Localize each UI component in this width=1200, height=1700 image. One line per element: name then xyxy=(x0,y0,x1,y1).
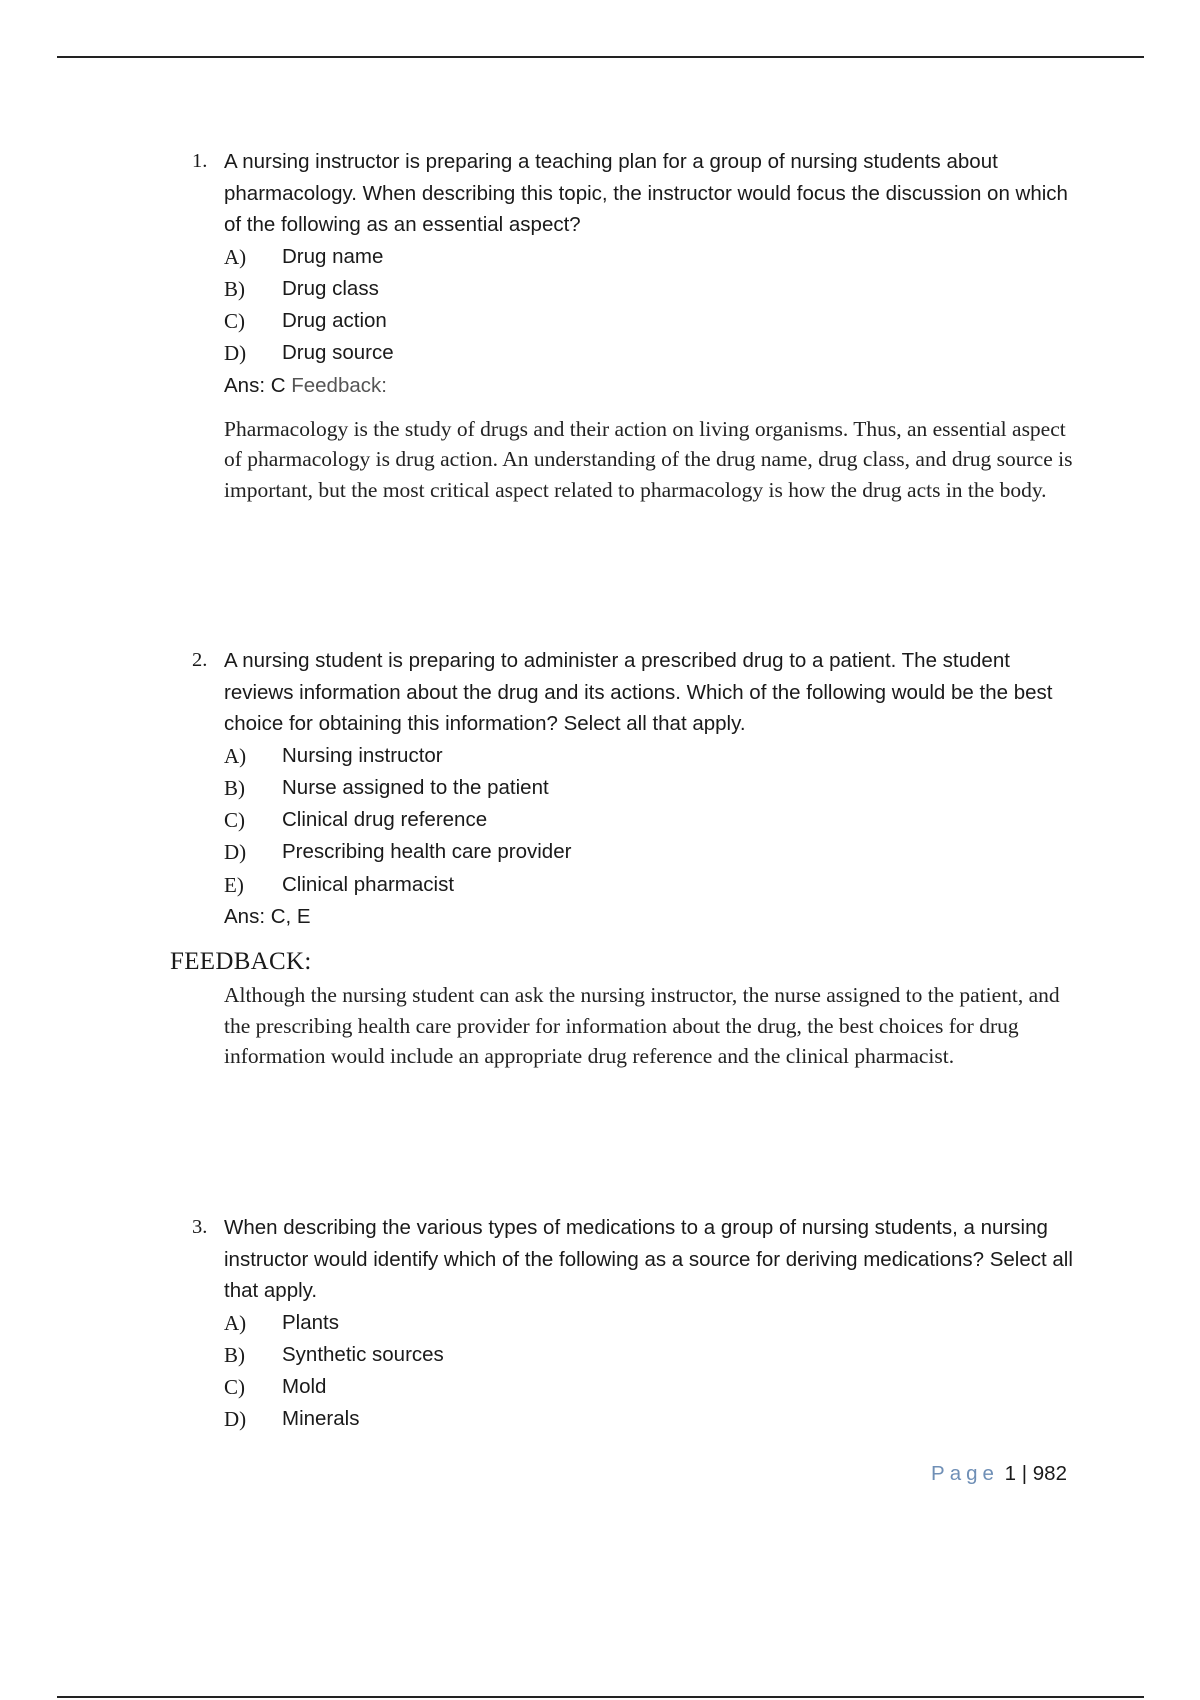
option-item xyxy=(192,337,1082,369)
page-number: 1 xyxy=(1004,1462,1017,1485)
question-stem xyxy=(192,645,1082,740)
option-text: Plants xyxy=(282,1310,339,1334)
feedback-text: Although the nursing student can ask the nursing instructor, the nurse assigned to the patient, and the prescribing health care provider for information about the drug, the best choices for drug information would include an appropriate drug reference and the clinical pharmacist. xyxy=(224,983,1060,1068)
option-text: Drug name xyxy=(282,244,384,268)
option-item xyxy=(192,1403,1082,1435)
page-separator: | xyxy=(1021,1462,1028,1485)
option-item xyxy=(192,1307,1082,1339)
feedback-heading: FEEDBACK: xyxy=(170,948,312,975)
bottom-rule xyxy=(57,1696,1144,1698)
option-text: Drug class xyxy=(282,276,379,300)
option-item xyxy=(192,1339,1082,1371)
option-letter: C) xyxy=(224,1375,245,1400)
option-item xyxy=(192,740,1082,772)
option-text: Drug action xyxy=(282,309,387,333)
top-rule xyxy=(57,56,1144,58)
option-item xyxy=(192,869,1082,901)
question-number: 3. xyxy=(192,1216,208,1238)
option-letter: A) xyxy=(224,743,247,768)
option-letter: B) xyxy=(224,276,245,301)
option-item xyxy=(192,836,1082,868)
question-2 xyxy=(192,645,1082,933)
answer-line xyxy=(192,370,1082,402)
option-item xyxy=(192,273,1082,305)
option-text: Prescribing health care provider xyxy=(282,840,572,864)
question-text: A nursing student is preparing to administer a prescribed drug to a patient. The student reviews information about the drug and its actions. Which of the following would be the best choice for obtaining this information? Select all that apply. xyxy=(224,649,1053,735)
feedback-text: Pharmacology is the study of drugs and their action on living organisms. Thus, an essential aspect of pharmacology is drug action. An understanding of the drug name, drug class, and drug source is important, but the most critical aspect related to pharmacology is how the drug acts in the body. xyxy=(224,416,1073,502)
option-text: Mold xyxy=(282,1375,327,1399)
option-item xyxy=(192,772,1082,804)
question-3 xyxy=(192,1212,1082,1436)
option-letter: B) xyxy=(224,775,245,800)
answer-text: Ans: C, E xyxy=(224,904,311,928)
question-1 xyxy=(192,146,1082,505)
option-letter: D) xyxy=(224,341,247,366)
option-text: Nurse assigned to the patient xyxy=(282,775,549,799)
option-letter: A) xyxy=(224,1310,247,1335)
question-2-feedback xyxy=(192,980,1082,1072)
option-letter: D) xyxy=(224,1407,247,1432)
options-list xyxy=(192,241,1082,370)
option-text: Drug source xyxy=(282,341,394,365)
question-number: 2. xyxy=(192,649,208,671)
options-list xyxy=(192,740,1082,901)
option-text: Nursing instructor xyxy=(282,743,443,767)
option-letter: E) xyxy=(224,872,244,897)
feedback-label: Feedback: xyxy=(291,373,387,397)
option-text: Clinical drug reference xyxy=(282,808,488,832)
option-letter: B) xyxy=(224,1342,245,1367)
option-letter: D) xyxy=(224,840,247,865)
options-list xyxy=(192,1307,1082,1436)
question-text: A nursing instructor is preparing a teaching plan for a group of nursing students about pharmacology. When describing this topic, the instructor would focus the discussion on which of the following as an essential aspect? xyxy=(224,150,1068,236)
option-text: Clinical pharmacist xyxy=(282,872,455,896)
answer-line xyxy=(192,901,1082,933)
page-footer xyxy=(931,1462,1067,1486)
option-item xyxy=(192,1371,1082,1403)
option-item xyxy=(192,804,1082,836)
option-item xyxy=(192,241,1082,273)
option-letter: C) xyxy=(224,808,245,833)
answer-text: Ans: C xyxy=(224,373,286,397)
option-letter: C) xyxy=(224,309,245,334)
question-text: When describing the various types of medications to a group of nursing students, a nursing instructor would identify which of the following as a source for deriving medications? Select all that apply. xyxy=(224,1216,1073,1302)
option-text: Minerals xyxy=(282,1407,360,1431)
question-number: 1. xyxy=(192,150,208,172)
option-item xyxy=(192,305,1082,337)
question-stem xyxy=(192,1212,1082,1307)
question-stem xyxy=(192,146,1082,241)
option-text: Synthetic sources xyxy=(282,1342,444,1366)
option-letter: A) xyxy=(224,244,247,269)
total-pages: 982 xyxy=(1032,1462,1067,1485)
page-word: Page xyxy=(931,1462,999,1485)
